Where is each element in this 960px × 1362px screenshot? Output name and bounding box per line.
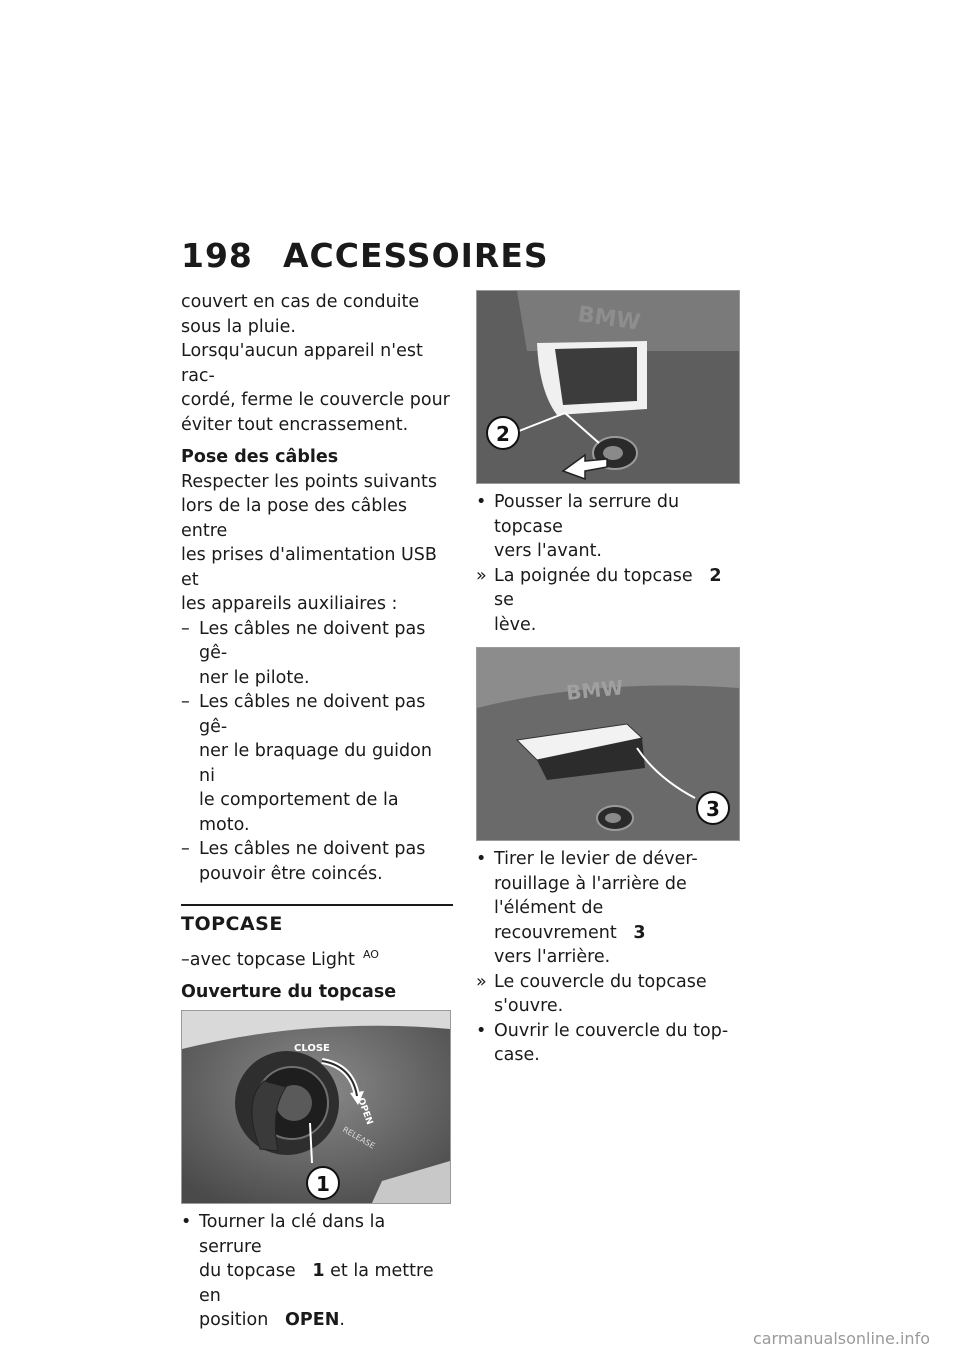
topcase-heading: TOPCASE	[181, 913, 283, 935]
result-marker: »	[476, 565, 487, 586]
brand-text: BMW	[565, 675, 625, 705]
step-line: Pousser la serrure du topcase	[494, 492, 680, 537]
result-lid-opens	[476, 970, 740, 1019]
step-line: Ouvrir le couvercle du top-	[494, 1020, 729, 1041]
item-line: pouvoir être coincés.	[199, 863, 383, 884]
right-column	[476, 290, 740, 1068]
step-push-lock	[476, 490, 740, 564]
variant-superscript: AO	[362, 947, 379, 961]
step-line: vers l'avant.	[494, 541, 602, 561]
item-line: ner le pilote.	[199, 667, 310, 688]
bullet-marker: •	[476, 849, 487, 869]
callout-3: 3	[706, 797, 720, 821]
cables-intro-line: lors de la pose des câbles entre	[181, 496, 408, 541]
step-turn-key	[181, 1210, 453, 1333]
intro-line: éviter tout encrassement.	[181, 414, 409, 435]
bullet-marker: •	[476, 492, 487, 512]
release-label: RELEASE	[341, 1125, 377, 1151]
item-line: Les câbles ne doivent pas	[199, 839, 426, 859]
lock-figure	[181, 1010, 451, 1204]
variant-text: –avec topcase Light	[181, 949, 355, 970]
watermark: carmanualsonline.info	[752, 1329, 930, 1348]
opening-heading: Ouverture du topcase	[181, 981, 397, 1002]
result-line: Le couvercle du topcase	[494, 971, 707, 992]
step-line: rouillage à l'arrière de	[494, 873, 687, 894]
ref-number: 3	[633, 922, 646, 943]
cable-rule-item	[181, 690, 453, 837]
callout-2: 2	[496, 422, 510, 446]
text: du topcase	[199, 1261, 296, 1282]
ref-number: 2	[709, 565, 722, 586]
step-line: vers l'arrière.	[494, 947, 611, 967]
brand-text: BMW	[576, 302, 642, 336]
result-marker: »	[476, 971, 487, 992]
text: et la mettre en	[199, 1261, 434, 1306]
item-line: Les câbles ne doivent pas gê-	[199, 692, 426, 737]
result-handle-lifts	[476, 564, 740, 638]
cables-heading: Pose des câbles	[181, 447, 339, 467]
intro-line: sous la pluie.	[181, 316, 296, 337]
text: La poignée du topcase	[494, 565, 693, 586]
topcase-variant	[181, 943, 453, 972]
text: se	[494, 590, 514, 610]
step-line	[494, 896, 740, 945]
dash-marker: –	[181, 618, 190, 639]
cables-intro-line: les appareils auxiliaires :	[181, 594, 398, 614]
text: .	[339, 1310, 345, 1331]
step-line: case.	[494, 1045, 540, 1065]
left-column	[181, 290, 453, 1333]
bullet-marker: •	[181, 1212, 192, 1233]
callout-1: 1	[316, 1172, 330, 1197]
text: l'élément de recouvrement	[494, 898, 617, 943]
step-line: Tourner la clé dans la serrure	[199, 1212, 386, 1257]
push-lock-illustration	[477, 291, 739, 483]
item-line: Les câbles ne doivent pas gê-	[199, 618, 426, 663]
item-line: ner le braquage du guidon ni	[199, 741, 432, 786]
lock-illustration	[182, 1011, 450, 1203]
step-line: Tirer le levier de déver-	[494, 849, 698, 869]
cable-rule-item	[181, 617, 453, 691]
cables-intro-line: Respecter les points suivants	[181, 471, 437, 492]
release-lever-illustration	[477, 648, 739, 840]
release-lever-figure	[476, 647, 740, 841]
section-title: ACCESSOIRES	[283, 236, 549, 275]
step-pull-lever	[476, 847, 740, 970]
page-number: 198	[181, 236, 253, 275]
item-line: le comportement de la moto.	[199, 790, 399, 835]
close-label: CLOSE	[294, 1043, 330, 1055]
dash-marker: –	[181, 692, 190, 712]
bullet-marker: •	[476, 1020, 487, 1041]
open-label: OPEN	[355, 1096, 375, 1127]
step-line	[199, 1308, 453, 1333]
step-open-lid	[476, 1019, 740, 1068]
text: position	[199, 1310, 269, 1331]
cables-intro-line: les prises d'alimentation USB et	[181, 545, 437, 590]
intro-line: cordé, ferme le couvercle pour	[181, 390, 450, 410]
intro-line: Lorsqu'aucun appareil n'est rac-	[181, 341, 423, 386]
dash-marker: –	[181, 839, 190, 859]
step-line	[199, 1259, 453, 1308]
position-label: OPEN	[285, 1310, 340, 1331]
intro-line: couvert en cas de conduite	[181, 292, 420, 312]
push-lock-figure	[476, 290, 740, 484]
result-line	[494, 564, 740, 613]
cable-rule-item	[181, 837, 453, 886]
section-divider	[181, 904, 453, 906]
result-line: lève.	[494, 614, 537, 635]
result-line: s'ouvre.	[494, 996, 564, 1016]
ref-number: 1	[312, 1261, 325, 1282]
